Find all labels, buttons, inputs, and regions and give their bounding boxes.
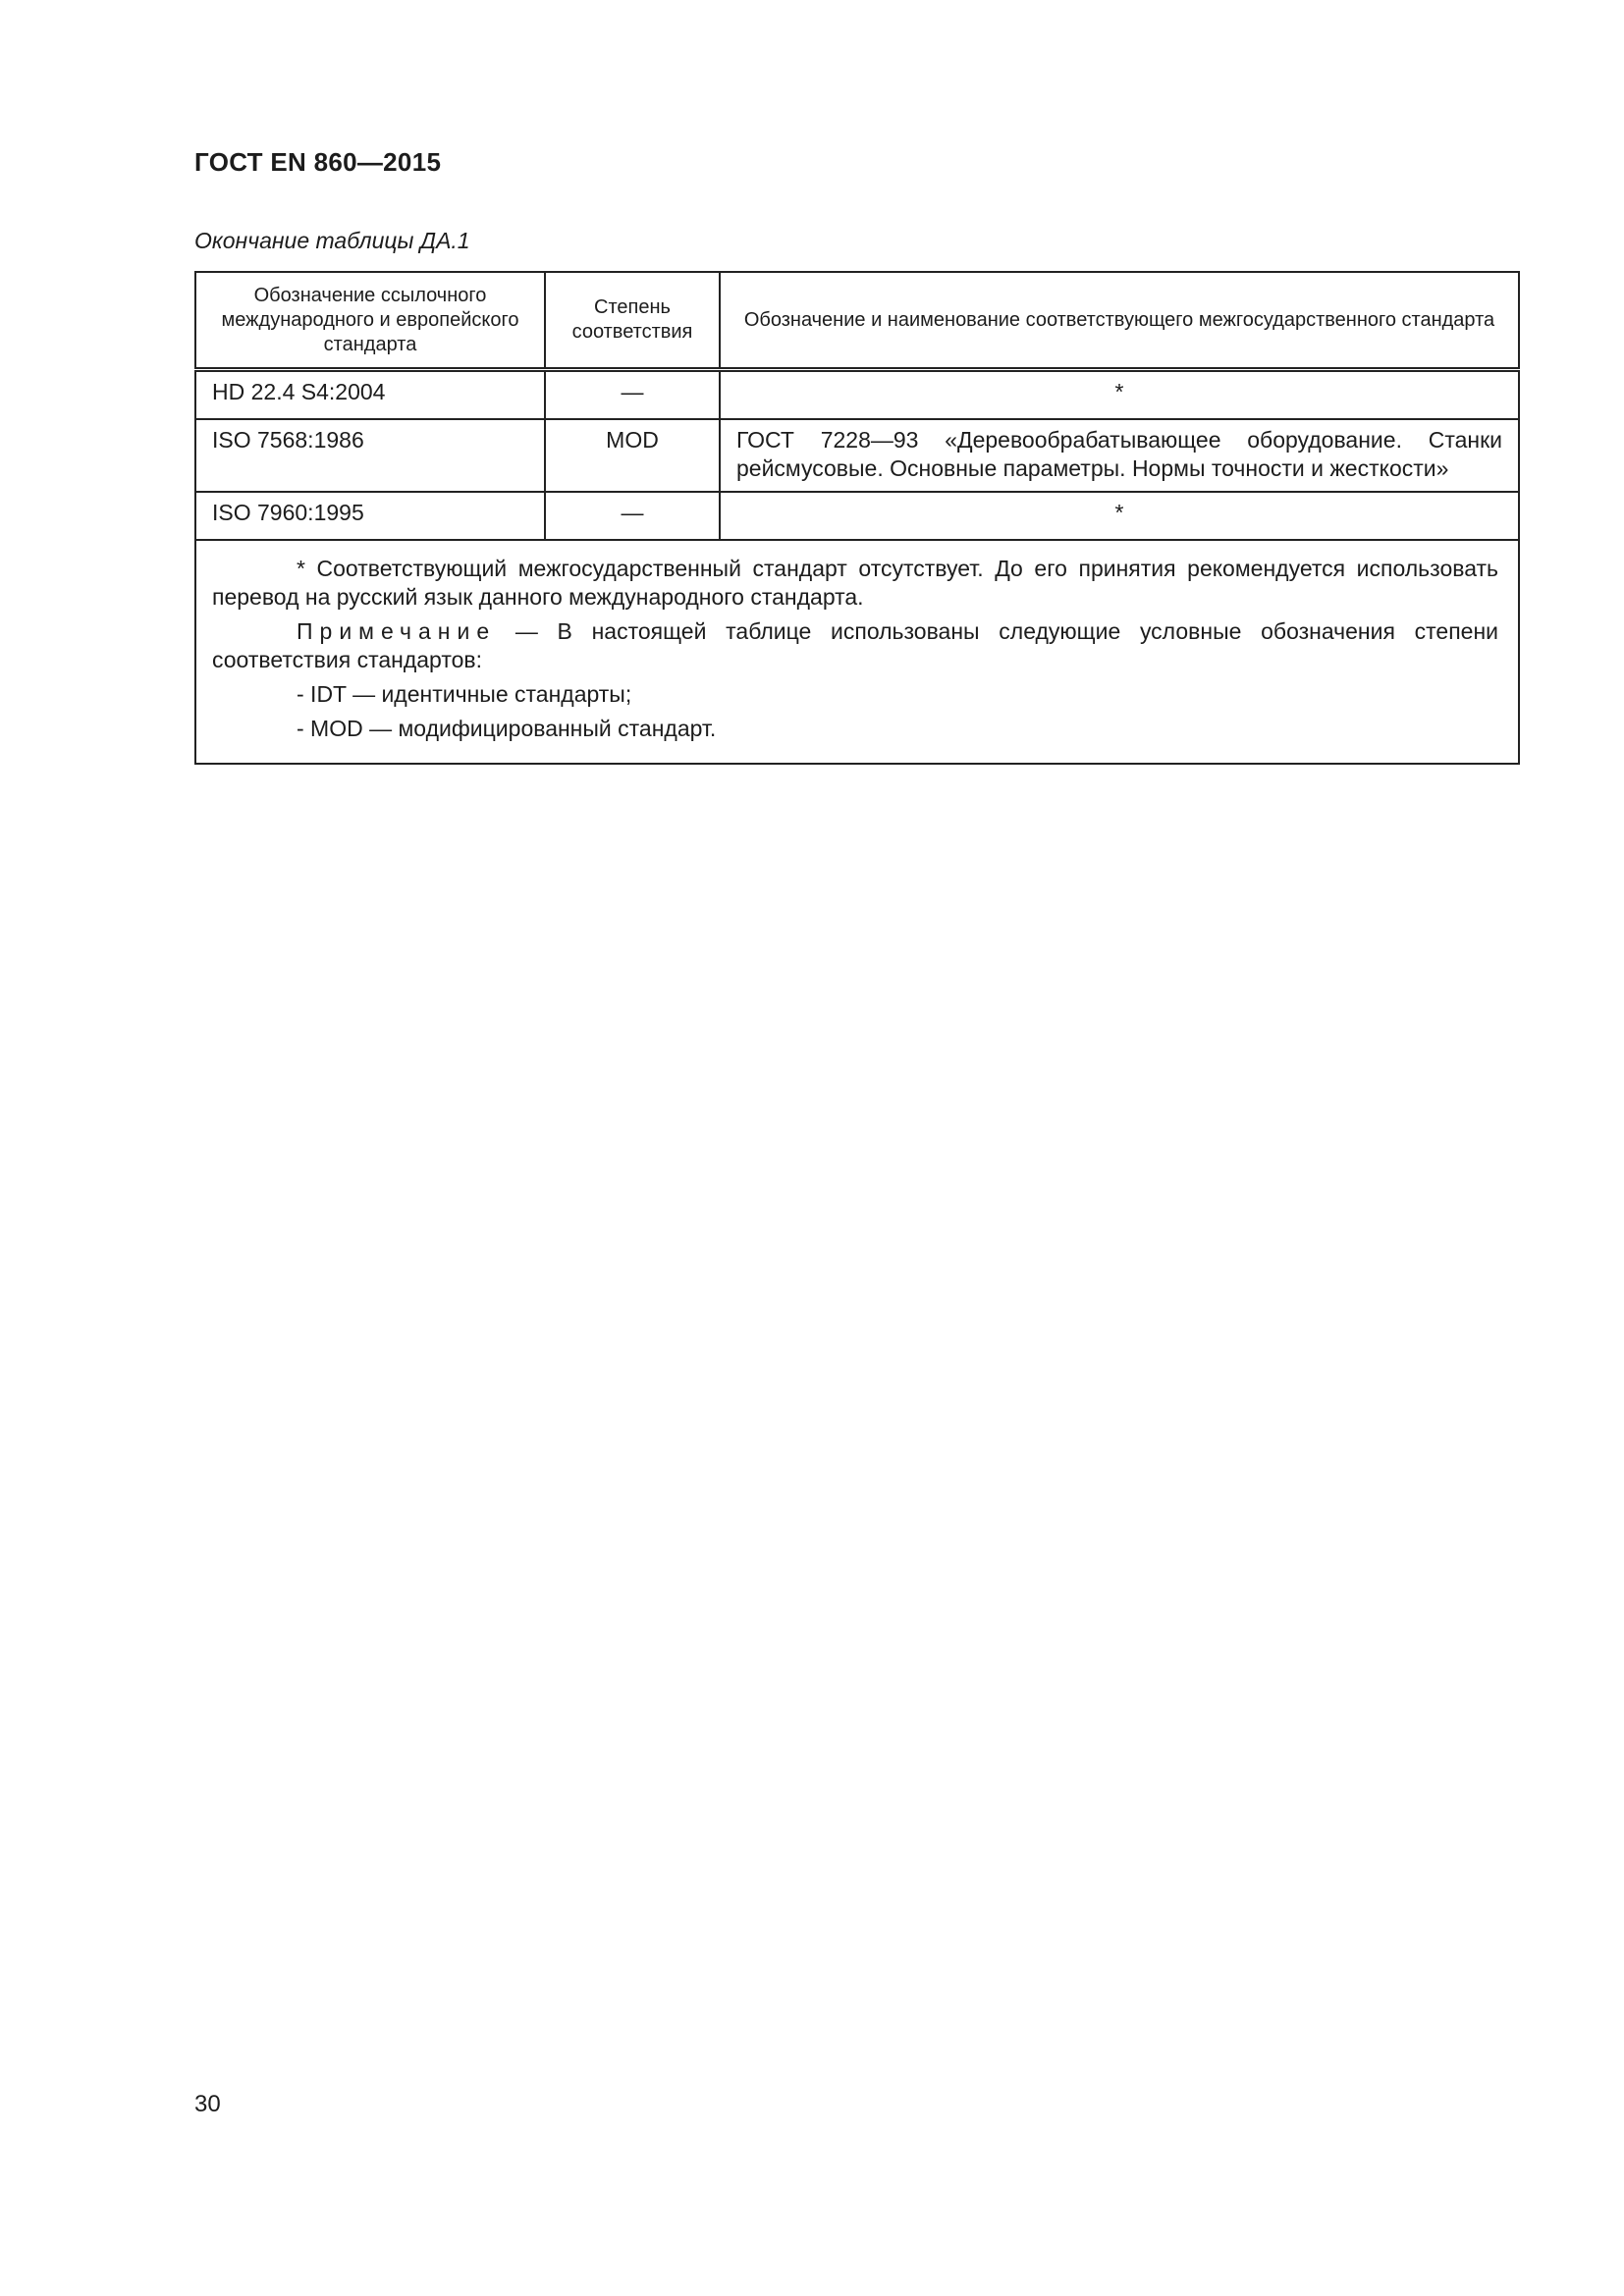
cell-reference: HD 22.4 S4:2004 (195, 370, 545, 420)
note-label: Примечание (297, 618, 497, 644)
cell-degree: MOD (545, 419, 720, 492)
table-row (195, 492, 1519, 540)
column-header-national: Обозначение и наименование соответствующего межгосударственного стандарта (720, 272, 1519, 370)
footnote: * Соответствующий межгосударственный стандарт отсутствует. До его принятия рекомендуется использовать перевод на русский язык данного международного стандарта. (212, 556, 1498, 610)
legend-item-mod: - MOD — модифицированный стандарт. (297, 716, 717, 741)
note-text: — В настоящей таблице использованы следующие условные обозначения степени соответствия стандартов: (212, 618, 1498, 672)
table-header-row (195, 272, 1519, 370)
document-header: ГОСТ EN 860—2015 (194, 147, 442, 177)
table-row (195, 419, 1519, 492)
legend-item-idt: - IDT — идентичные стандарты; (297, 681, 632, 707)
cell-degree: — (545, 370, 720, 420)
cell-reference: ISO 7960:1995 (195, 492, 545, 540)
note (212, 617, 1498, 674)
reference-standards-table (194, 271, 1520, 765)
cell-national: * (720, 492, 1519, 540)
cell-national: * (720, 370, 1519, 420)
table-notes-row (195, 540, 1519, 764)
column-header-reference: Обозначение ссылочного международного и европейского стандарта (195, 272, 545, 370)
cell-reference: ISO 7568:1986 (195, 419, 545, 492)
table-caption: Окончание таблицы ДА.1 (194, 228, 470, 253)
column-header-degree: Степень соответствия (545, 272, 720, 370)
table-notes (195, 540, 1519, 764)
table-row (195, 370, 1519, 420)
cell-national: ГОСТ 7228—93 «Деревообрабатывающее оборудование. Станки рейсмусовые. Основные параметры. Нормы точности и жесткости» (720, 419, 1519, 492)
cell-degree: — (545, 492, 720, 540)
page-number: 30 (194, 2091, 221, 2117)
